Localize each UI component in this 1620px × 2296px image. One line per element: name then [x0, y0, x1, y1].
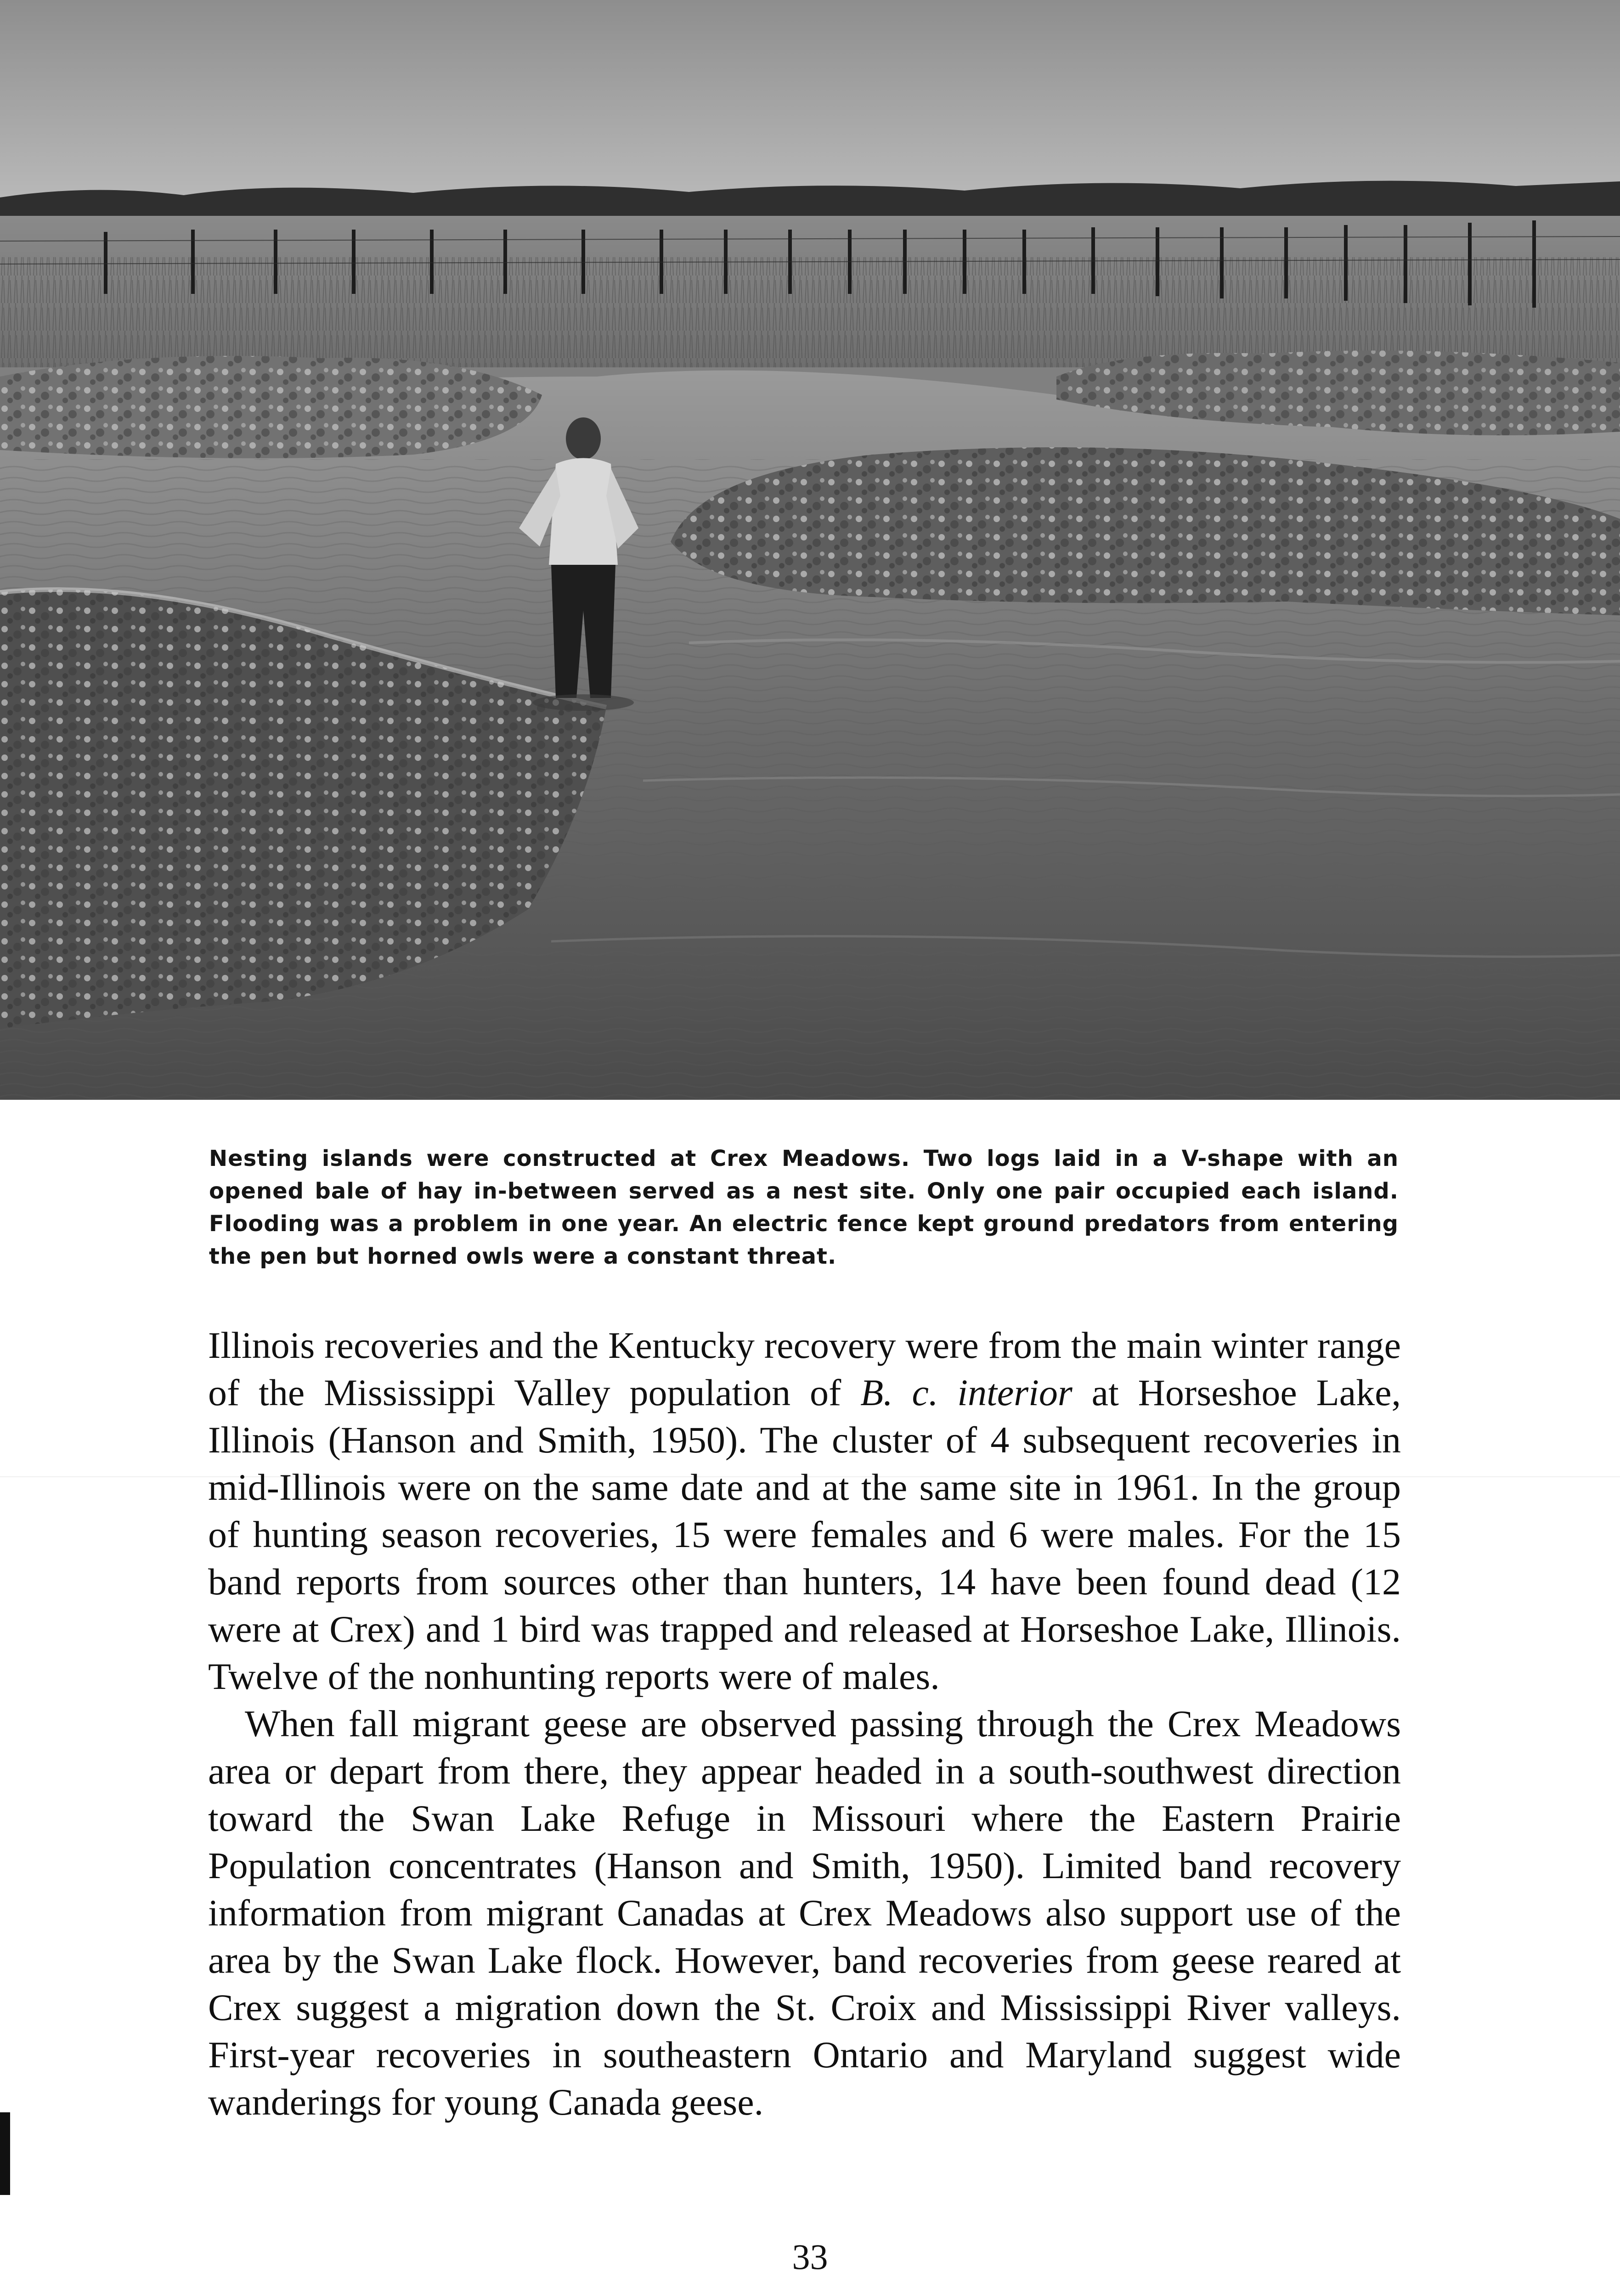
photo-illustration: [0, 0, 1620, 1100]
paragraph-1-text-a: Illinois recoveries and the Kentucky recovery were from the main winter range of the Mississippi Valley population of: [208, 1324, 1401, 1413]
photo-caption: Nesting islands were constructed at Crex Meadows. Two logs laid in a V-shape with an opened bale of hay in-between served as a nest site. Only one pair occupied each island. Flooding was a problem in one year. An electric fence kept ground predators from entering the pen but horned owls were a constant threat.: [209, 1146, 1399, 1269]
nesting-islands-photo: [0, 0, 1620, 1100]
species-subspecies: interior: [957, 1372, 1072, 1413]
paragraph-2: When fall migrant geese are observed passing through the Crex Meadows area or depart from there, they appear headed in a south-southwest direction toward the Swan Lake Refuge in Missouri where the Eastern Prairie Population concentrates (Hanson and Smith, 1950). Limited band recovery information from migrant Canadas at Crex Meadows also support use of the area by the Swan Lake flock. However, band recoveries from geese reared at Crex suggest a migration down the St. Croix and Mississippi River valleys. First-year recoveries in southeastern Ontario and Maryland suggest wide wanderings for young Canada geese.: [208, 1703, 1401, 2123]
body-text: [208, 1322, 1401, 2126]
page-number: 33: [792, 2237, 828, 2277]
paragraph-1-text-b: at Horseshoe Lake, Illinois (Hanson and Smith, 1950). The cluster of 4 subsequent recoveries in mid-Illinois were on the same date and at the same site in 1961. In the group of hunting season recoveries, 15 were females and 6 were males. For the 15 band reports from sources other than hunters, 14 have been found dead (12 were at Crex) and 1 bird was trapped and released at Horseshoe Lake, Illinois. Twelve of the nonhunting reports were of males.: [208, 1372, 1401, 1697]
species-space: [938, 1372, 957, 1413]
binding-edge-mark: [0, 2112, 10, 2195]
paragraph-1: [208, 1322, 1401, 1700]
species-abbrev: B. c.: [860, 1372, 938, 1413]
